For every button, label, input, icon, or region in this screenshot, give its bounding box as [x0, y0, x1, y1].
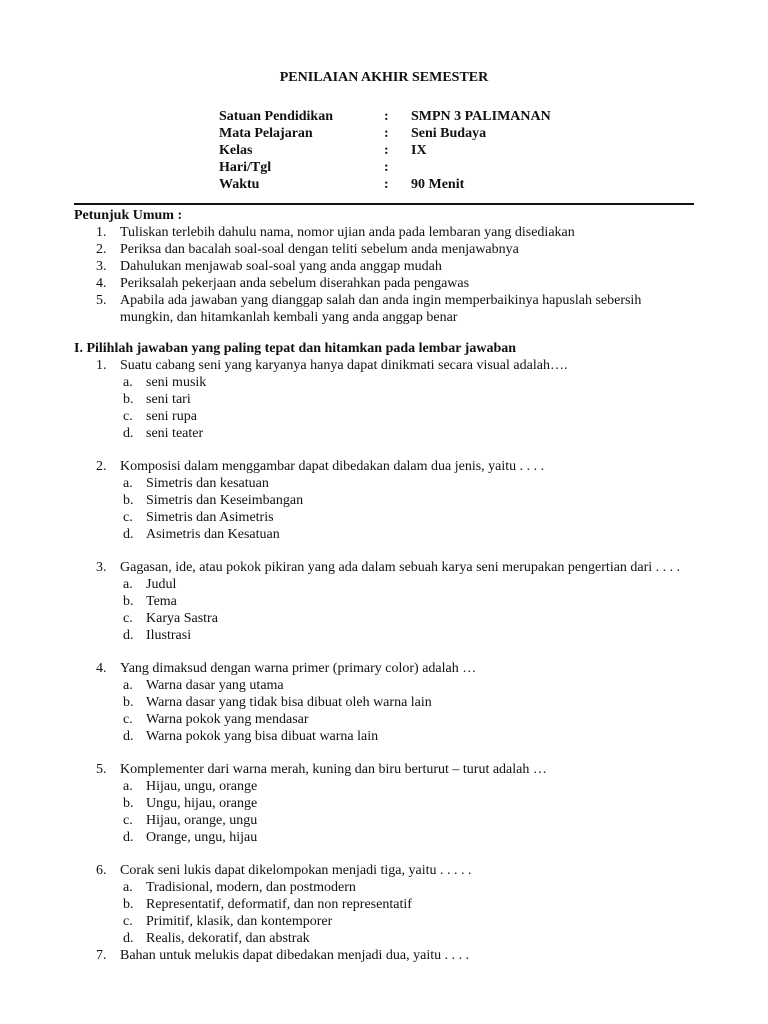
petunjuk-number: 4.: [96, 276, 107, 291]
petunjuk-item: [74, 258, 694, 275]
answer-option: [74, 694, 694, 711]
question-gap: [74, 745, 694, 761]
question-text: Suatu cabang seni yang karyanya hanya dapat dinikmati secara visual adalah….: [120, 358, 568, 373]
info-value: SMPN 3 PALIMANAN: [411, 109, 551, 124]
question-block: [74, 559, 694, 644]
option-text: Tema: [146, 594, 177, 609]
answer-option: [74, 526, 694, 543]
question-block: [74, 862, 694, 947]
petunjuk-item: [74, 241, 694, 258]
option-letter: a.: [123, 779, 133, 794]
petunjuk-item: [74, 292, 694, 326]
option-letter: b.: [123, 594, 134, 609]
option-letter: b.: [123, 392, 134, 407]
question-block: [74, 761, 694, 846]
answer-option: [74, 677, 694, 694]
option-text: seni tari: [146, 392, 191, 407]
info-value: IX: [411, 143, 427, 158]
question: [74, 458, 694, 475]
info-label: Satuan Pendidikan: [219, 109, 333, 124]
info-separator: :: [384, 143, 389, 158]
section-heading: I. Pilihlah jawaban yang paling tepat dan hitamkan pada lembar jawaban: [74, 341, 517, 356]
question-number: 6.: [96, 863, 107, 878]
option-letter: d.: [123, 527, 134, 542]
question-text: Bahan untuk melukis dapat dibedakan menjadi dua, yaitu . . . .: [120, 948, 470, 963]
option-letter: a.: [123, 375, 133, 390]
option-text: Karya Sastra: [146, 611, 218, 626]
answer-option: [74, 711, 694, 728]
option-letter: d.: [123, 931, 134, 946]
option-letter: b.: [123, 695, 134, 710]
question-gap: [74, 846, 694, 862]
petunjuk-text: Dahulukan menjawab soal-soal yang anda anggap mudah: [120, 259, 442, 274]
answer-option: [74, 913, 694, 930]
option-letter: a.: [123, 476, 133, 491]
petunjuk-number: 3.: [96, 259, 107, 274]
answer-option: [74, 610, 694, 627]
question-number: 3.: [96, 560, 107, 575]
info-separator: :: [384, 126, 389, 141]
option-letter: c.: [123, 409, 133, 424]
option-letter: a.: [123, 880, 133, 895]
option-text: Asimetris dan Kesatuan: [146, 527, 280, 542]
option-text: Primitif, klasik, dan kontemporer: [146, 914, 333, 929]
option-text: Judul: [146, 577, 177, 592]
question-block: [74, 458, 694, 543]
option-letter: c.: [123, 914, 133, 929]
petunjuk-heading: Petunjuk Umum :: [74, 208, 183, 223]
option-letter: c.: [123, 611, 133, 626]
info-separator: :: [384, 160, 389, 175]
answer-option: [74, 425, 694, 442]
answer-option: [74, 829, 694, 846]
option-text: Hijau, orange, ungu: [146, 813, 258, 828]
answer-option: [74, 475, 694, 492]
option-text: Warna pokok yang mendasar: [146, 712, 309, 727]
question-gap: [74, 644, 694, 660]
option-text: Orange, ungu, hijau: [146, 830, 258, 845]
info-value: 90 Menit: [411, 177, 465, 192]
option-letter: b.: [123, 796, 134, 811]
petunjuk-text: Apabila ada jawaban yang dianggap salah dan anda ingin memperbaikinya hapuslah sebersih mungkin, dan hitamkanlah kembali yang anda anggap benar: [120, 293, 642, 325]
question-gap: [74, 442, 694, 458]
question-text: Komplementer dari warna merah, kuning dan biru berturut – turut adalah …: [120, 762, 547, 777]
petunjuk-number: 5.: [96, 293, 107, 308]
answer-option: [74, 778, 694, 795]
answer-option: [74, 728, 694, 745]
answer-option: [74, 576, 694, 593]
option-letter: c.: [123, 813, 133, 828]
petunjuk-item: [74, 224, 694, 241]
option-text: Tradisional, modern, dan postmodern: [146, 880, 356, 895]
question-text: Yang dimaksud dengan warna primer (primary color) adalah …: [120, 661, 477, 676]
petunjuk-text: Periksalah pekerjaan anda sebelum diserahkan pada pengawas: [120, 276, 470, 291]
question-list: [74, 357, 694, 964]
option-text: Ungu, hijau, orange: [146, 796, 258, 811]
option-text: Hijau, ungu, orange: [146, 779, 258, 794]
option-text: Simetris dan Keseimbangan: [146, 493, 304, 508]
petunjuk-number: 1.: [96, 225, 107, 240]
option-text: Warna dasar yang tidak bisa dibuat oleh warna lain: [146, 695, 432, 710]
question-number: 2.: [96, 459, 107, 474]
info-label: Kelas: [219, 143, 253, 158]
question-text: Gagasan, ide, atau pokok pikiran yang ada dalam sebuah karya seni merupakan pengertian dari . . . .: [120, 560, 681, 575]
answer-option: [74, 896, 694, 913]
question-number: 7.: [96, 948, 107, 963]
question: [74, 357, 694, 374]
option-text: Simetris dan Asimetris: [146, 510, 274, 525]
question-block: [74, 660, 694, 745]
info-separator: :: [384, 177, 389, 192]
answer-option: [74, 879, 694, 896]
question-block: [74, 947, 694, 964]
option-letter: d.: [123, 426, 134, 441]
question: [74, 559, 694, 576]
question-text: Corak seni lukis dapat dikelompokan menjadi tiga, yaitu . . . . .: [120, 863, 472, 878]
question-text: Komposisi dalam menggambar dapat dibedakan dalam dua jenis, yaitu . . . .: [120, 459, 545, 474]
option-letter: d.: [123, 830, 134, 845]
question: [74, 862, 694, 879]
option-letter: a.: [123, 577, 133, 592]
option-text: seni teater: [146, 426, 204, 441]
question-block: [74, 357, 694, 442]
option-text: Realis, dekoratif, dan abstrak: [146, 931, 310, 946]
option-letter: c.: [123, 510, 133, 525]
info-label: Waktu: [219, 177, 260, 192]
info-separator: :: [384, 109, 389, 124]
option-text: seni musik: [146, 375, 207, 390]
question-number: 1.: [96, 358, 107, 373]
option-letter: c.: [123, 712, 133, 727]
option-letter: b.: [123, 897, 134, 912]
info-label: Hari/Tgl: [219, 160, 272, 175]
petunjuk-text: Tuliskan terlebih dahulu nama, nomor ujian anda pada lembaran yang disediakan: [120, 225, 575, 240]
page-title: PENILAIAN AKHIR SEMESTER: [279, 70, 489, 85]
answer-option: [74, 627, 694, 644]
answer-option: [74, 509, 694, 526]
option-letter: d.: [123, 628, 134, 643]
answer-option: [74, 812, 694, 829]
option-text: Ilustrasi: [146, 628, 192, 643]
petunjuk-text: Periksa dan bacalah soal-soal dengan teliti sebelum anda menjawabnya: [120, 242, 519, 257]
option-letter: d.: [123, 729, 134, 744]
question-number: 5.: [96, 762, 107, 777]
question-gap: [74, 543, 694, 559]
answer-option: [74, 374, 694, 391]
section-1: [74, 340, 694, 964]
answer-option: [74, 408, 694, 425]
option-text: Warna pokok yang bisa dibuat warna lain: [146, 729, 379, 744]
option-letter: b.: [123, 493, 134, 508]
answer-option: [74, 492, 694, 509]
petunjuk-item: [74, 275, 694, 292]
option-letter: a.: [123, 678, 133, 693]
answer-option: [74, 391, 694, 408]
header-divider: [74, 203, 694, 205]
answer-option: [74, 930, 694, 947]
petunjuk-list: [74, 224, 694, 326]
petunjuk-section: [74, 207, 694, 326]
question: [74, 947, 694, 964]
question: [74, 761, 694, 778]
option-text: Warna dasar yang utama: [146, 678, 284, 693]
option-text: Simetris dan kesatuan: [146, 476, 269, 491]
option-text: Representatif, deformatif, dan non representatif: [146, 897, 412, 912]
question-number: 4.: [96, 661, 107, 676]
petunjuk-number: 2.: [96, 242, 107, 257]
info-label: Mata Pelajaran: [219, 126, 313, 141]
info-value: Seni Budaya: [411, 126, 487, 141]
option-text: seni rupa: [146, 409, 197, 424]
answer-option: [74, 593, 694, 610]
question: [74, 660, 694, 677]
answer-option: [74, 795, 694, 812]
